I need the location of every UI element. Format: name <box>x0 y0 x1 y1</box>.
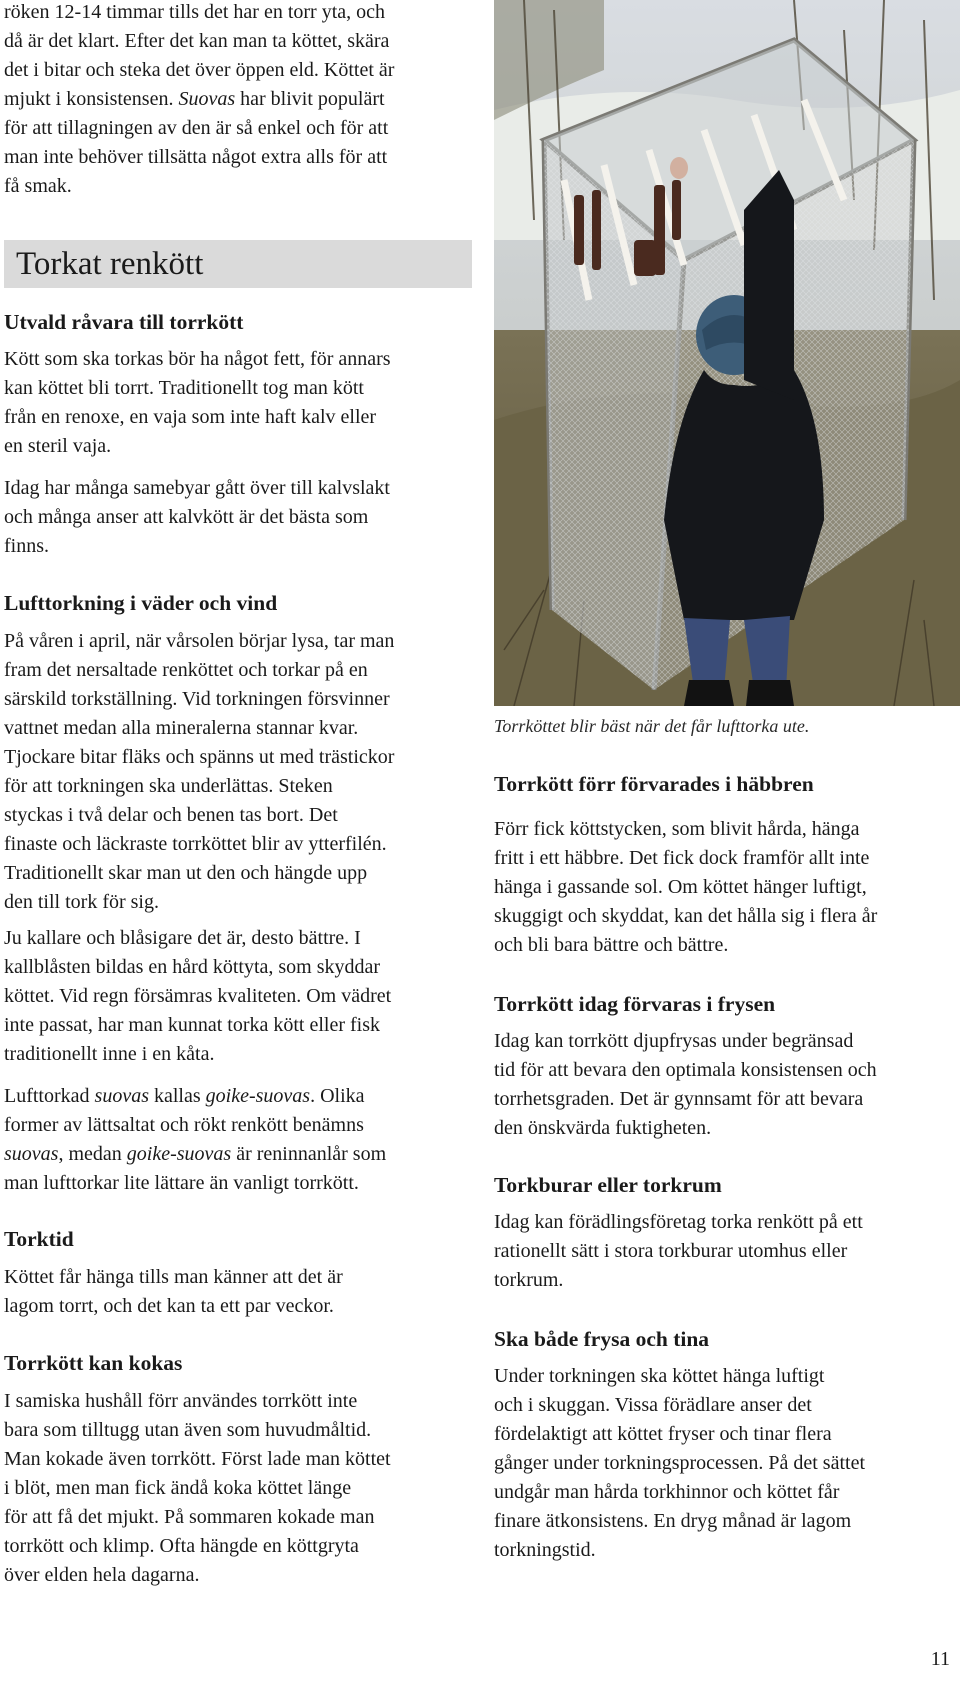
heading-forr-habbren: Torrkött förr förvarades i häbbren <box>494 772 814 796</box>
paragraph-lufttorkning-3 <box>4 1082 386 1198</box>
text-line: traditionellt inne i en kåta. <box>4 1043 215 1065</box>
text-run: suovas <box>4 1143 59 1165</box>
text-run: , medan <box>58 1143 127 1165</box>
paragraph-ravara-2 <box>4 474 390 561</box>
paragraph-ravara-1 <box>4 345 391 461</box>
text-run: . Olika <box>310 1085 365 1107</box>
paragraph-idag-frysen <box>494 1027 877 1143</box>
heading-utvald-ravara: Utvald råvara till torrkött <box>4 310 244 334</box>
text-line: fram det nersaltade renköttet och torkar på en <box>4 659 368 681</box>
text-line: Kött som ska torkas bör ha något fett, för annars <box>4 348 391 370</box>
heading-idag-frysen: Torrkött idag förvaras i frysen <box>494 992 776 1016</box>
section-banner: Torkat renkött <box>4 240 472 288</box>
text-line: Idag kan förädlingsföretag torka renkött på ett <box>494 1211 863 1233</box>
text-line: undgår man hårda torkhinnor och köttet får <box>494 1481 840 1503</box>
heading-torrkott-kokas: Torrkött kan kokas <box>4 1351 183 1375</box>
text-line: i blöt, men man fick ändå koka köttet länge <box>4 1477 352 1499</box>
text-line: torrkött och klimp. Ofta hängde en köttgryta <box>4 1535 359 1557</box>
heading-lufttorkning: Lufttorkning i väder och vind <box>4 591 278 615</box>
paragraph-torkburar <box>494 1208 863 1295</box>
paragraph-frysa-tina <box>494 1362 865 1565</box>
text-line: få smak. <box>4 175 72 197</box>
text-line: Under torkningen ska köttet hänga luftigt <box>494 1365 825 1387</box>
intro-paragraph <box>4 0 394 201</box>
text-line: för att tillagningen av den är så enkel och för att <box>4 117 389 139</box>
text-line: Förr fick köttstycken, som blivit hårda, hänga <box>494 818 860 840</box>
photo-caption: Torrköttet blir bäst när det får lufttorka ute. <box>494 716 810 736</box>
text-line <box>4 1140 386 1169</box>
text-line: röken 12-14 timmar tills det har en torr yta, och <box>4 1 386 23</box>
text-line <box>4 85 394 114</box>
text-line: fördelaktigt att köttet fryser och tinar flera <box>494 1423 832 1445</box>
text-line: man inte behöver tillsätta något extra alls för att <box>4 146 388 168</box>
text-line: Man kokade även torrkött. Först lade man köttet <box>4 1448 391 1470</box>
text-line: det i bitar och steka det över öppen eld. Köttet är <box>4 59 395 81</box>
heading-torktid: Torktid <box>4 1227 74 1251</box>
paragraph-lufttorkning-1 <box>4 627 394 917</box>
text-line: Idag kan torrkött djupfrysas under begränsad <box>494 1030 854 1052</box>
text-line: former av lättsaltat och rökt renkött benämns <box>4 1114 364 1136</box>
text-line: och många anser att kalvkött är det bästa som <box>4 506 369 528</box>
text-line: från en renoxe, en vaja som inte haft kalv eller <box>4 406 377 428</box>
text-line: I samiska hushåll förr användes torrkött inte <box>4 1390 358 1412</box>
text-line: Köttet får hänga tills man känner att det är <box>4 1266 343 1288</box>
text-line: kallblåsten bildas en hård köttyta, som skyddar <box>4 956 381 978</box>
text-run: suovas <box>94 1085 149 1107</box>
text-line: den till tork för sig. <box>4 891 159 913</box>
heading-torkburar: Torkburar eller torkrum <box>494 1173 722 1197</box>
text-run: har blivit populärt <box>235 88 385 110</box>
text-line: en steril vaja. <box>4 435 112 457</box>
text-line: då är det klart. Efter det kan man ta köttet, skära <box>4 30 390 52</box>
heading-frysa-tina: Ska både frysa och tina <box>494 1327 710 1351</box>
text-run: Lufttorkad <box>4 1085 95 1107</box>
text-line <box>4 1082 386 1111</box>
text-line: hänga i gassande sol. Om köttet hänger luftigt, <box>494 876 867 898</box>
text-line: vattnet medan alla mineralerna stannar kvar. <box>4 717 359 739</box>
text-line: Idag har många samebyar gått över till kalvslakt <box>4 477 390 499</box>
page-number: 11 <box>930 1648 950 1670</box>
text-line: och bli bara bättre och bättre. <box>494 934 729 956</box>
text-line: man lufttorkar lite lättare än vanligt torrkött. <box>4 1172 359 1194</box>
text-run: mjukt i konsistensen. <box>4 88 179 110</box>
text-line: den önskvärda fuktigheten. <box>494 1117 712 1139</box>
text-line: lagom torrt, och det kan ta ett par veckor. <box>4 1295 334 1317</box>
text-line: inte passat, har man kunnat torka kött eller fisk <box>4 1014 381 1036</box>
text-run: är reninnanlår som <box>231 1143 387 1165</box>
text-line: tid för att bevara den optimala konsistensen och <box>494 1059 877 1081</box>
text-line: På våren i april, när vårsolen börjar lysa, tar man <box>4 630 395 652</box>
text-line: särskild torkställning. Vid torkningen försvinner <box>4 688 390 710</box>
paragraph-torrkott-kokas <box>4 1387 391 1590</box>
text-line: över elden hela dagarna. <box>4 1564 200 1586</box>
text-line: Tjockare bitar fläks och spänns ut med trästickor <box>4 746 395 768</box>
text-line: för att torkningen ska underlättas. Steken <box>4 775 333 797</box>
text-line: torkningstid. <box>494 1539 596 1561</box>
text-line: för att få det mjukt. På sommaren kokade man <box>4 1506 375 1528</box>
text-line: fritt i ett häbbre. Det fick dock framför allt inte <box>494 847 870 869</box>
text-line: styckas i två delar och benen tas bort. Det <box>4 804 338 826</box>
text-run: Suovas <box>178 88 236 110</box>
text-line: köttet. Vid regn försämras kvaliteten. Om vädret <box>4 985 392 1007</box>
text-run: goike-suovas <box>126 1143 232 1165</box>
paragraph-torktid <box>4 1263 343 1321</box>
text-line: Traditionellt skar man ut den och hängde upp <box>4 862 368 884</box>
drying-cage-photo <box>494 0 960 706</box>
text-run: kallas <box>148 1085 206 1107</box>
paragraph-lufttorkning-2 <box>4 924 391 1069</box>
text-line: bara som tilltugg utan även som huvudmåltid. <box>4 1419 372 1441</box>
text-run: goike-suovas <box>205 1085 311 1107</box>
text-line: skuggigt och skyddat, kan det hålla sig i flera år <box>494 905 878 927</box>
text-line: och i skuggan. Vissa förädlare anser det <box>494 1394 812 1416</box>
text-line: rationellt sätt i stora torkburar utomhus eller <box>494 1240 848 1262</box>
text-line: torkrum. <box>494 1269 564 1291</box>
paragraph-forr-habbren <box>494 815 877 960</box>
text-line: torrhetsgraden. Det är gynnsamt för att bevara <box>494 1088 864 1110</box>
text-line: kan köttet bli torrt. Traditionellt tog man kött <box>4 377 364 399</box>
text-line: finare ätkonsistens. En dryg månad är lagom <box>494 1510 852 1532</box>
text-line: finns. <box>4 535 49 557</box>
text-line: Ju kallare och blåsigare det är, desto bättre. I <box>4 927 361 949</box>
text-line: finaste och läckraste torrköttet blir av ytterfilén. <box>4 833 387 855</box>
text-line: gånger under torkningsprocessen. På det sättet <box>494 1452 866 1474</box>
